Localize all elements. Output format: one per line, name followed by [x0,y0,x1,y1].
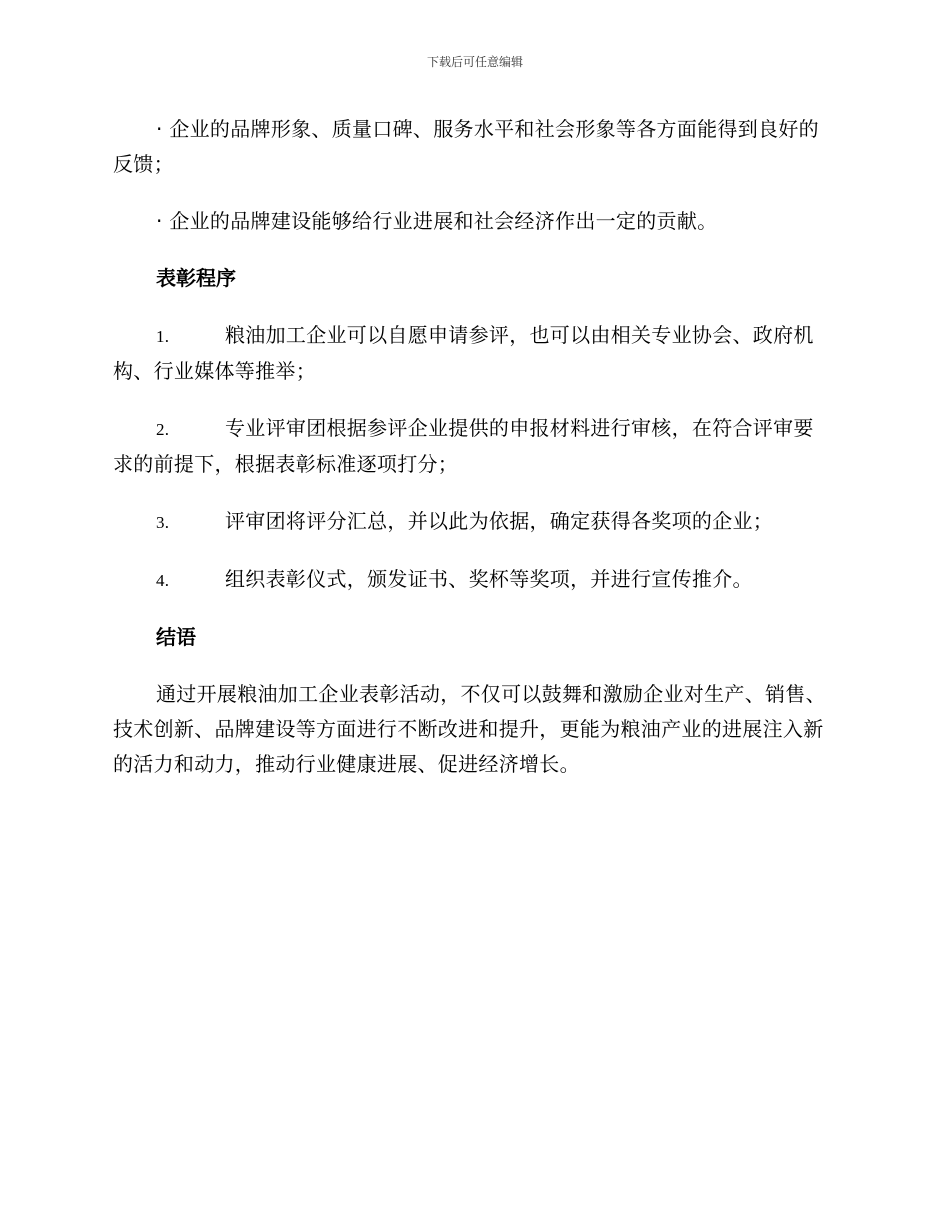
item-number: 2. [156,420,170,439]
section-heading-procedure: 表彰程序 [156,266,236,290]
numbered-item [113,318,833,389]
item-number: 4. [156,571,170,590]
document-body [113,112,833,804]
item-number: 3. [156,513,170,532]
item-text: 评审团将评分汇总，并以此为依据，确定获得各奖项的企业； [225,509,774,533]
numbered-item [113,562,833,598]
item-text: 组织表彰仪式，颁发证书、奖杯等奖项，并进行宣传推介。 [225,567,753,591]
numbered-item [113,411,833,482]
section-heading-conclusion: 结语 [156,625,196,649]
item-text: 专业评审团根据参评企业提供的申报材料进行审核，在符合评审要求的前提下，根据表彰标准逐项打分； [113,416,814,476]
item-number: 1. [156,327,170,346]
page-header: 下载后可任意编辑 [426,55,523,69]
conclusion-paragraph: 通过开展粮油加工企业表彰活动，不仅可以鼓舞和激励企业对生产、销售、技术创新、品牌建设等方面进行不断改进和提升，更能为粮油产业的进展注入新的活力和动力，推动行业健康进展、促进经济增长。 [113,682,826,776]
item-text: 粮油加工企业可以自愿申请参评，也可以由相关专业协会、政府机构、行业媒体等推举； [113,323,814,383]
numbered-item [113,504,833,540]
bullet-paragraph: · 企业的品牌形象、质量口碑、服务水平和社会形象等各方面能得到良好的反馈； [113,117,819,176]
bullet-paragraph: · 企业的品牌建设能够给行业进展和社会经济作出一定的贡献。 [156,209,718,233]
